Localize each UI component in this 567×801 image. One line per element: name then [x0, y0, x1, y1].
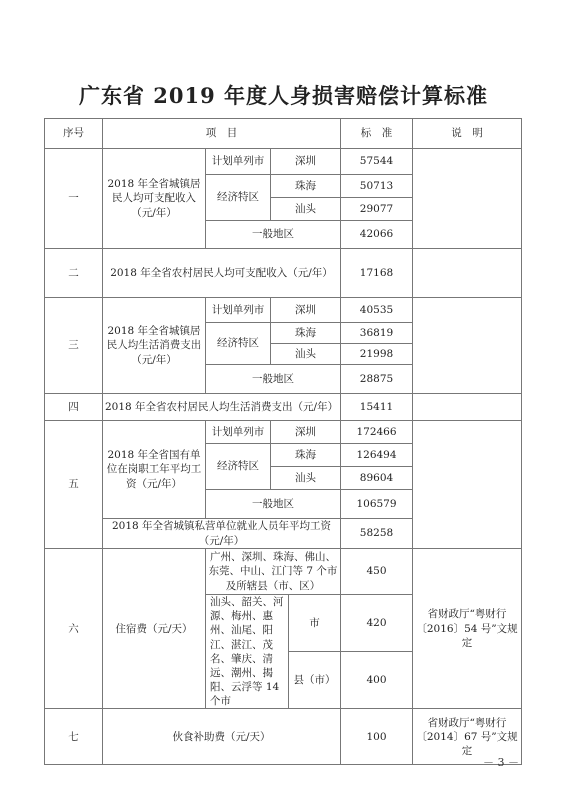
standard-value: 28875 — [341, 365, 413, 394]
region-type-label: 市 — [289, 595, 341, 652]
row-seq: 四 — [45, 394, 103, 421]
row-item: 2018 年全省城镇居民人均生活消费支出（元/年） — [103, 298, 206, 394]
page-title: 广东省 2019 年度人身损害赔偿计算标准 — [78, 83, 489, 108]
region-type-label: 县（市） — [289, 652, 341, 709]
category-label: 一般地区 — [206, 365, 341, 394]
header-standard: 标 准 — [341, 119, 413, 149]
city-label: 深圳 — [271, 149, 341, 175]
row-item: 2018 年全省国有单位在岗职工年平均工资（元/年） — [103, 421, 206, 519]
category-label: 计划单列市 — [206, 421, 271, 444]
row-item: 2018 年全省城镇私营单位就业人员年平均工资（元/年） — [103, 519, 341, 549]
row-item: 2018 年全省城镇居民人均可支配收入（元/年） — [103, 149, 206, 249]
city-label: 深圳 — [271, 421, 341, 444]
table-row — [45, 394, 522, 421]
table-row — [45, 249, 522, 298]
row-item: 2018 年全省农村居民人均可支配收入（元/年） — [103, 249, 341, 298]
table-row — [45, 298, 522, 323]
header-note: 说 明 — [413, 119, 522, 149]
standard-value: 420 — [341, 595, 413, 652]
standard-value: 57544 — [341, 149, 413, 175]
note-cell — [413, 394, 522, 421]
region-group: 汕头、韶关、河源、梅州、惠州、汕尾、阳江、湛江、茂名、肇庆、清远、潮州、揭阳、云浮等 14 个市 — [206, 595, 289, 709]
table-row — [45, 709, 522, 765]
city-label: 汕头 — [271, 467, 341, 490]
city-label: 汕头 — [271, 344, 341, 365]
category-label: 计划单列市 — [206, 298, 271, 323]
standard-value: 17168 — [341, 249, 413, 298]
row-item: 住宿费（元/天） — [103, 549, 206, 709]
header-item: 项 目 — [103, 119, 341, 149]
region-group: 广州、深圳、珠海、佛山、东莞、中山、江门等 7 个市及所辖县（市、区） — [206, 549, 341, 595]
note-cell: 省财政厅“粤财行〔2014〕67 号”文规定 — [413, 709, 522, 765]
city-label: 汕头 — [271, 198, 341, 221]
row-seq: 六 — [45, 549, 103, 709]
compensation-standards-table — [44, 118, 522, 765]
row-item: 伙食补助费（元/天） — [103, 709, 341, 765]
note-cell: 省财政厅“粤财行〔2016〕54 号”文规定 — [413, 549, 522, 709]
header-seq: 序号 — [45, 119, 103, 149]
standard-value: 400 — [341, 652, 413, 709]
standard-value: 15411 — [341, 394, 413, 421]
standard-value: 42066 — [341, 221, 413, 249]
row-item: 2018 年全省农村居民人均生活消费支出（元/年） — [103, 394, 341, 421]
standard-value: 450 — [341, 549, 413, 595]
table-row — [45, 549, 522, 595]
standard-value: 126494 — [341, 444, 413, 467]
note-cell — [413, 149, 522, 249]
category-label: 一般地区 — [206, 490, 341, 519]
city-label: 珠海 — [271, 175, 341, 198]
city-label: 珠海 — [271, 323, 341, 344]
row-seq: 一 — [45, 149, 103, 249]
standard-value: 40535 — [341, 298, 413, 323]
standard-value: 36819 — [341, 323, 413, 344]
category-label: 经济特区 — [206, 323, 271, 365]
category-label: 一般地区 — [206, 221, 341, 249]
note-cell — [413, 298, 522, 394]
standard-value: 172466 — [341, 421, 413, 444]
note-cell — [413, 421, 522, 549]
standard-value: 29077 — [341, 198, 413, 221]
note-cell — [413, 249, 522, 298]
row-seq: 七 — [45, 709, 103, 765]
standard-value: 106579 — [341, 490, 413, 519]
table-header-row — [45, 119, 522, 149]
table-row — [45, 421, 522, 444]
row-seq: 二 — [45, 249, 103, 298]
city-label: 珠海 — [271, 444, 341, 467]
standard-value: 100 — [341, 709, 413, 765]
table-row — [45, 149, 522, 175]
category-label: 计划单列市 — [206, 149, 271, 175]
row-seq: 五 — [45, 421, 103, 549]
page-number: － 3 － — [483, 756, 519, 769]
standard-value: 21998 — [341, 344, 413, 365]
category-label: 经济特区 — [206, 175, 271, 221]
standard-value: 89604 — [341, 467, 413, 490]
category-label: 经济特区 — [206, 444, 271, 490]
standard-value: 58258 — [341, 519, 413, 549]
standard-value: 50713 — [341, 175, 413, 198]
city-label: 深圳 — [271, 298, 341, 323]
row-seq: 三 — [45, 298, 103, 394]
